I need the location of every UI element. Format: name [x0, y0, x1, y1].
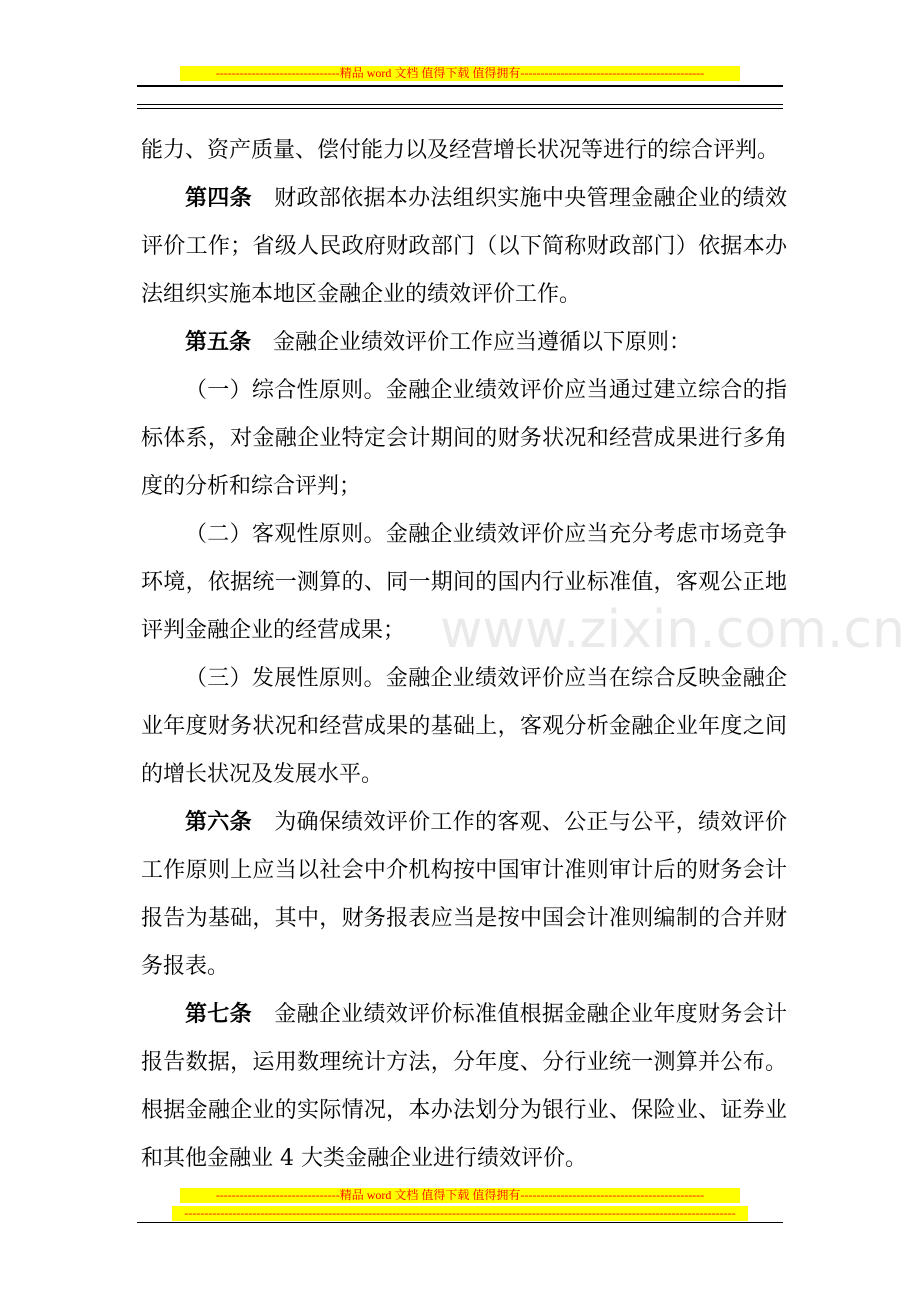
article-number: 第六条 [185, 810, 252, 835]
footer-dash-line: ------------------------------------------------------------------------------------------------------------------------------------------ [172, 1206, 748, 1221]
header-banner: -------------------------------精品 word 文档 值得下载 值得拥有---------------------------------------------- [180, 66, 740, 81]
principle-text: （三）发展性原则。金融企业绩效评价应当在综合反映金融企业年度财务状况和经营成果的基础上，客观分析金融企业年度之间的增长状况及发展水平。 [141, 666, 787, 787]
article-7 [141, 991, 787, 1183]
principle-1 [141, 367, 787, 511]
article-5 [141, 319, 787, 367]
article-4 [141, 175, 787, 319]
article-number: 第七条 [185, 1002, 252, 1027]
document-body [141, 127, 787, 1183]
principle-text: （二）客观性原则。金融企业绩效评价应当充分考虑市场竞争环境，依据统一测算的、同一期间的国内行业标准值，客观公正地评判金融企业的经营成果； [141, 522, 787, 643]
paragraph-text: 能力、资产质量、偿付能力以及经营增长状况等进行的综合评判。 [141, 138, 780, 163]
article-number: 第五条 [185, 330, 252, 355]
article-text: 金融企业绩效评价标准值根据金融企业年度财务会计报告数据，运用数理统计方法，分年度、分行业统一测算并公布。根据金融企业的实际情况，本办法划分为银行业、保险业、证券业和其他金融业 4 大类金融企业进行绩效评价。 [141, 1002, 787, 1171]
paragraph-continuation [141, 127, 787, 175]
article-text: 金融企业绩效评价工作应当遵循以下原则： [273, 330, 692, 355]
footer-rule [137, 1222, 783, 1223]
article-text: 财政部依据本办法组织实施中央管理金融企业的绩效评价工作；省级人民政府财政部门（以下简称财政部门）依据本办法组织实施本地区金融企业的绩效评价工作。 [141, 186, 787, 307]
principle-2 [141, 511, 787, 655]
header-rule-double-upper [137, 104, 783, 105]
principle-text: （一）综合性原则。金融企业绩效评价应当通过建立综合的指标体系，对金融企业特定会计期间的财务状况和经营成果进行多角度的分析和综合评判； [141, 378, 787, 499]
article-text: 为确保绩效评价工作的客观、公正与公平，绩效评价工作原则上应当以社会中介机构按中国审计准则审计后的财务会计报告为基础，其中，财务报表应当是按中国会计准则编制的合并财务报表。 [141, 810, 787, 979]
watermark: www.zixin.com.cn [440, 600, 905, 660]
article-number: 第四条 [185, 186, 252, 211]
footer-banner: -------------------------------精品 word 文档 值得下载 值得拥有---------------------------------------------- [180, 1188, 740, 1203]
header-rule-thick [137, 85, 783, 87]
principle-3 [141, 655, 787, 799]
article-6 [141, 799, 787, 991]
header-rule-double-lower [137, 108, 783, 109]
